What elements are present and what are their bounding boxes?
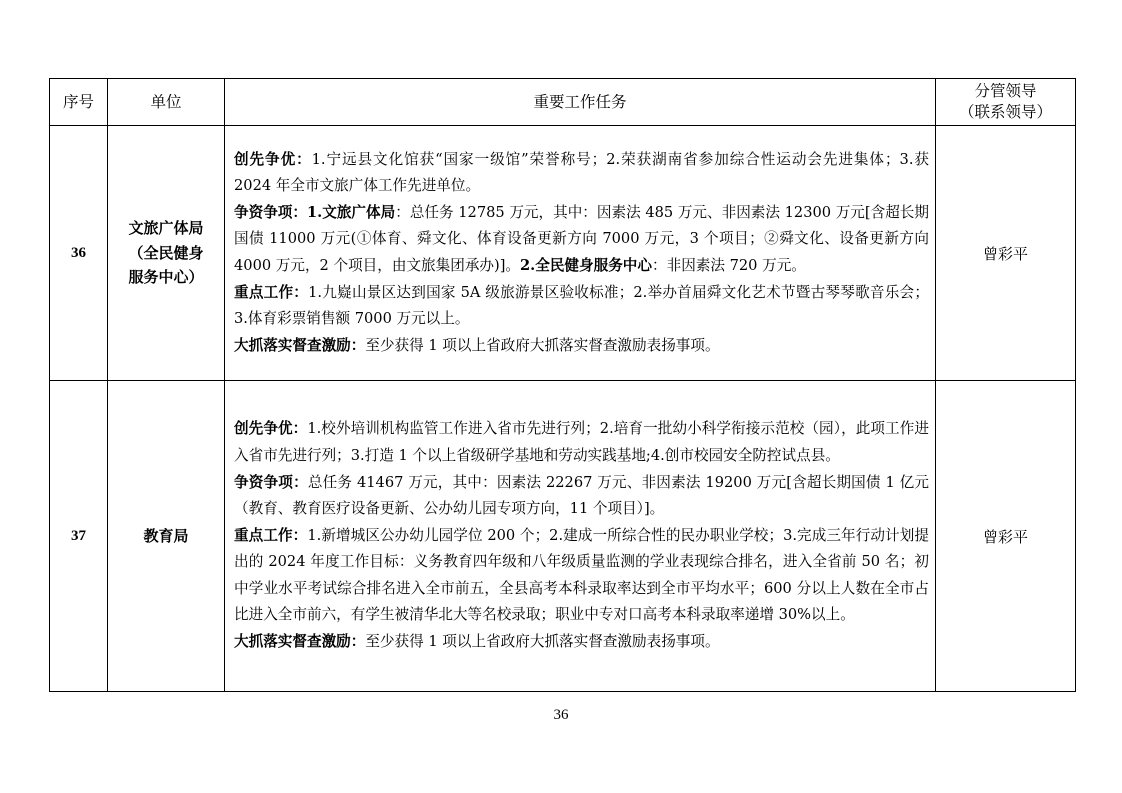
task-text: 1.宁远县文化馆获“国家一级馆”荣誉称号；2.荣获湖南省参加综合性运动会先进集体；3.获 2024 年全市文旅广体工作先进单位。 xyxy=(234,150,929,195)
task-text: 1.校外培训机构监管工作进入省市先进行列；2.培育一批幼小科学衔接示范校（园），此项工作进入省市先进行列；3.打造 1 个以上省级研学基地和劳动实践基地;4.创市校园安全防控试点县。 xyxy=(234,420,929,464)
work-tasks-table xyxy=(49,78,1076,692)
table-row xyxy=(50,381,1076,692)
task-paragraph-key-work xyxy=(234,280,929,333)
page-number: 36 xyxy=(553,707,569,723)
task-paragraph-incentive xyxy=(234,629,929,656)
task-keyword: 重点工作： xyxy=(234,526,308,544)
unit-line: 文旅广体局 xyxy=(128,219,204,238)
task-paragraph-incentive xyxy=(234,333,929,360)
task-paragraph-key-work xyxy=(234,523,929,629)
header-leader xyxy=(936,79,1076,126)
task-text: 1.新增城区公办幼儿园学位 200 个；2.建成一所综合性的民办职业学校；3.完成三年行动计划提出的 2024 年度工作目标：义务教育四年级和八年级质量监测的学业表现综合排名，进入全省前 50 名；初中学业水平考试综合排名进入全市前五，全县高考本科录取率达到全市平均水平；600 分以上人数在全市占比进入全市前六，有学生被清华北大等名校录取；职业中专对口高考本科录取率递增 30%以上。 xyxy=(234,526,929,624)
task-paragraph-funding xyxy=(234,470,929,523)
unit-line: （全民健身 xyxy=(128,243,204,262)
task-text: 1.九嶷山景区达到国家 5A 级旅游景区验收标准；2.举办首届舜文化艺术节暨古琴琴歌音乐会；3.体育彩票销售额 7000 万元以上。 xyxy=(234,283,929,328)
task-keyword: 大抓落实督查激励： xyxy=(234,336,366,354)
row-number: 36 xyxy=(50,126,108,381)
task-highlight: 2.全民健身服务中心 xyxy=(520,257,652,274)
row-tasks xyxy=(225,126,936,381)
row-unit xyxy=(108,381,225,692)
header-no: 序号 xyxy=(50,79,108,126)
task-text: 至少获得 1 项以上省政府大抓落实督查激励表扬事项。 xyxy=(365,336,720,354)
row-leader: 曾彩平 xyxy=(936,126,1076,381)
task-keyword: 争资争项： xyxy=(234,203,307,221)
task-text: ：总任务 12785 万元，其中：因素法 485 万元、非因素法 12300 万元[含超长期国债 11000 万元(①体育、舜文化、体育设备更新方向 7000 万元，3 个项目；②舜文化、设备更新方向 4000 万元，2 个项目，由文旅集团承办)]。 xyxy=(234,203,929,274)
task-keyword: 创先争优： xyxy=(234,150,312,168)
task-paragraph-excellence xyxy=(234,147,929,200)
header-tasks: 重要工作任务 xyxy=(225,79,936,126)
task-text: 至少获得 1 项以上省政府大抓落实督查激励表扬事项。 xyxy=(365,633,720,651)
task-keyword: 争资争项： xyxy=(234,473,308,491)
unit-line: 教育局 xyxy=(143,526,189,545)
task-keyword: 重点工作： xyxy=(234,283,309,301)
task-keyword: 大抓落实督查激励： xyxy=(234,633,366,651)
task-highlight: 1.文旅广体局 xyxy=(306,203,396,221)
task-text: 总任务 41467 万元，其中：因素法 22267 万元、非因素法 19200 万元[含超长期国债 1 亿元（教育、教育医疗设备更新、公办幼儿园专项方向，11 个项目）]。 xyxy=(234,473,929,518)
header-leader-line1: 分管领导 xyxy=(974,82,1037,100)
task-paragraph-funding xyxy=(234,200,929,280)
unit-line: 服务中心） xyxy=(128,268,204,287)
task-keyword: 创先争优： xyxy=(234,420,308,438)
header-unit: 单位 xyxy=(108,79,225,126)
row-leader: 曾彩平 xyxy=(936,381,1076,692)
row-number: 37 xyxy=(50,381,108,692)
header-leader-line2: （联系领导） xyxy=(958,103,1052,121)
task-text: ：非因素法 720 万元。 xyxy=(652,257,806,274)
task-paragraph-excellence xyxy=(234,416,929,469)
table-row xyxy=(50,126,1076,381)
table-header-row xyxy=(50,79,1076,126)
row-tasks xyxy=(225,381,936,692)
row-unit xyxy=(108,126,225,381)
